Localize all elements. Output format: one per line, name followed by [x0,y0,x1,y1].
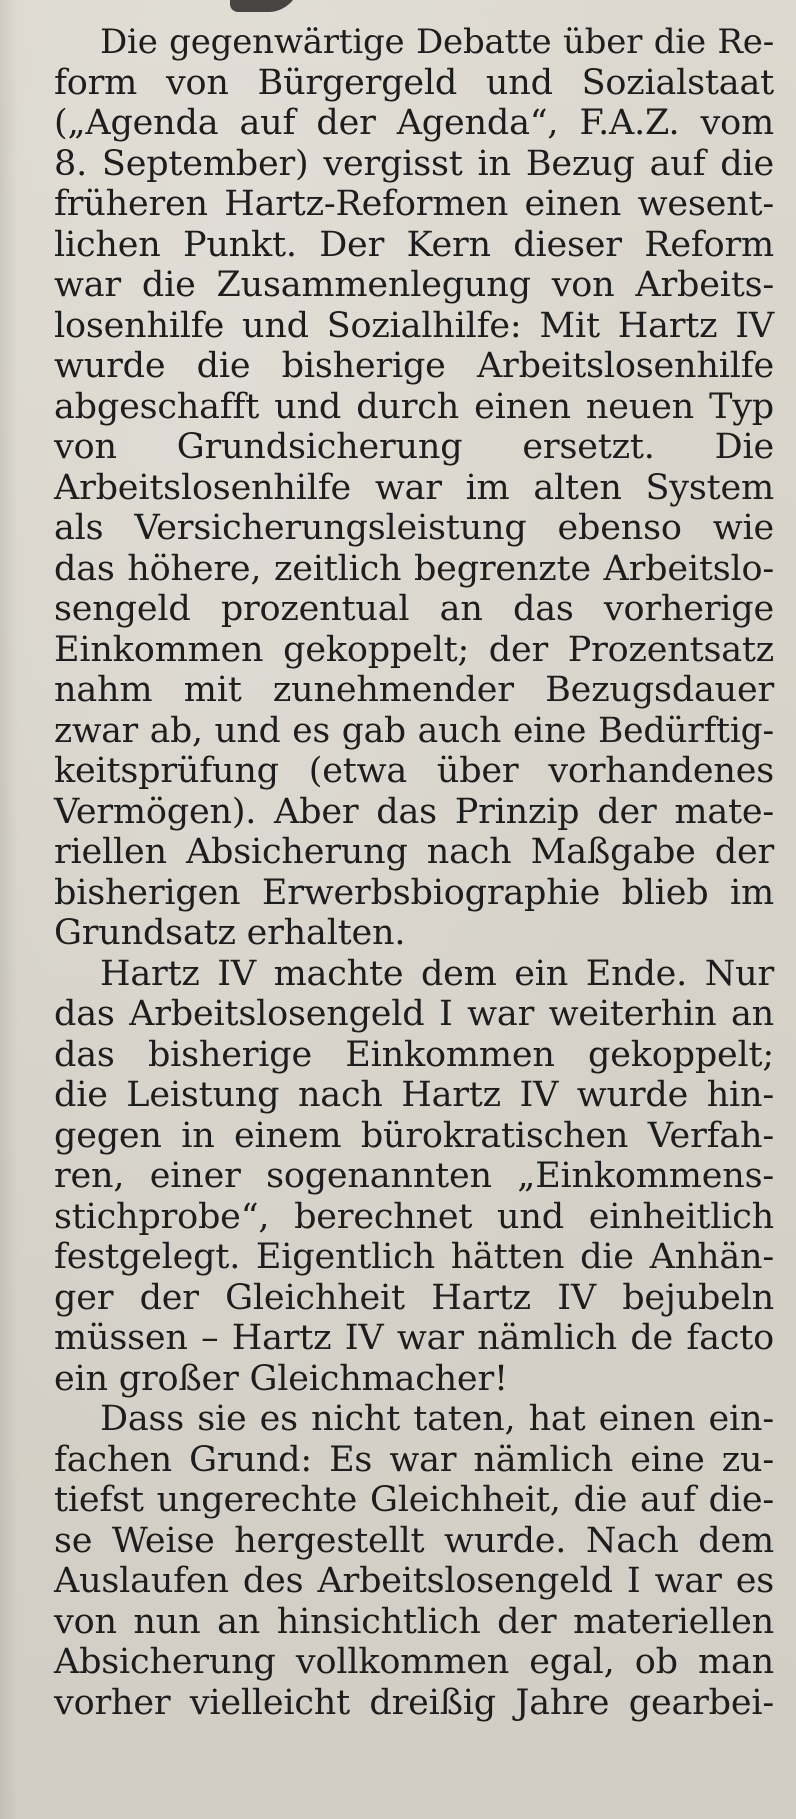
text-line: die Leistung nach Hartz IV wurde hin- [54,1075,774,1115]
text-line: ren, einer sogenannten „Einkommens- [54,1156,774,1196]
text-line: form von Bürgergeld und Sozialstaat [54,62,774,103]
paragraph-1 [54,22,774,954]
text-line: als Versicherungsleistung ebenso wie [54,508,774,548]
text-line: ein großer Gleichmacher! [54,1358,508,1399]
headline-fragment [230,0,300,12]
text-line: Dass sie es nicht taten, hat einen ein- [100,1399,774,1439]
text-line: Arbeitslosenhilfe war im alten System [54,467,774,508]
text-line: lichen Punkt. Der Kern dieser Reform [54,224,774,265]
text-line: losenhilfe und Sozialhilfe: Mit Hartz IV [54,305,774,346]
text-line: das Arbeitslosengeld I war weiterhin an [54,994,774,1034]
text-line: von Grundsicherung ersetzt. Die [54,427,774,467]
text-line: festgelegt. Eigentlich hätten die Anhän- [54,1237,774,1277]
text-line: das bisherige Einkommen gekoppelt; [54,1034,774,1075]
page-edge-shadow [0,0,18,1819]
text-line: riellen Absicherung nach Maßgabe der [54,832,774,872]
text-line: zwar ab, und es gab auch eine Bedürftig- [54,710,774,751]
paragraph-2 [54,954,774,1400]
paragraph-3 [54,1399,774,1723]
text-line: Hartz IV machte dem ein Ende. Nur [100,953,774,994]
text-line: vorher vielleicht dreißig Jahre gearbei- [54,1682,774,1723]
text-line: müssen – Hartz IV war nämlich de facto [54,1318,774,1358]
text-line: („Agenda auf der Agenda“, F.A.Z. vom [54,103,774,143]
text-line: Absicherung vollkommen egal, ob man [54,1642,774,1682]
text-line: von nun an hinsichtlich der materiellen [54,1601,774,1642]
text-line: fachen Grund: Es war nämlich eine zu- [54,1439,774,1480]
text-line: abgeschafft und durch einen neuen Typ [54,386,774,427]
text-line: das höhere, zeitlich begrenzte Arbeitslo- [54,548,774,589]
text-line: bisherigen Erwerbsbiographie blieb im [54,872,774,913]
text-line: Grundsatz erhalten. [54,913,406,953]
text-line: sengeld prozentual an das vorherige [54,589,774,629]
text-line: nahm mit zunehmender Bezugsdauer [54,670,774,710]
text-line: keitsprüfung (etwa über vorhandenes [54,751,774,791]
text-line: tiefst ungerechte Gleichheit, die auf die- [54,1480,774,1520]
article-column [54,22,774,1723]
text-line: Vermögen). Aber das Prinzip der mate- [54,791,774,832]
text-line: ger der Gleichheit Hartz IV bejubeln [54,1277,774,1318]
text-line: wurde die bisherige Arbeitslosenhilfe [54,346,774,386]
text-line: war die Zusammenlegung von Arbeits- [54,265,774,305]
text-line: früheren Hartz-Reformen einen wesent- [54,184,774,224]
text-line: Die gegenwärtige Debatte über die Re- [100,22,774,62]
text-line: se Weise hergestellt wurde. Nach dem [54,1520,774,1561]
text-line: 8. September) vergisst in Bezug auf die [54,143,774,184]
text-line: gegen in einem bürokratischen Verfah- [54,1115,774,1156]
text-line: Einkommen gekoppelt; der Prozentsatz [54,629,774,670]
text-line: stichprobe“, berechnet und einheitlich [54,1196,774,1237]
text-line: Auslaufen des Arbeitslosengeld I war es [54,1561,774,1601]
